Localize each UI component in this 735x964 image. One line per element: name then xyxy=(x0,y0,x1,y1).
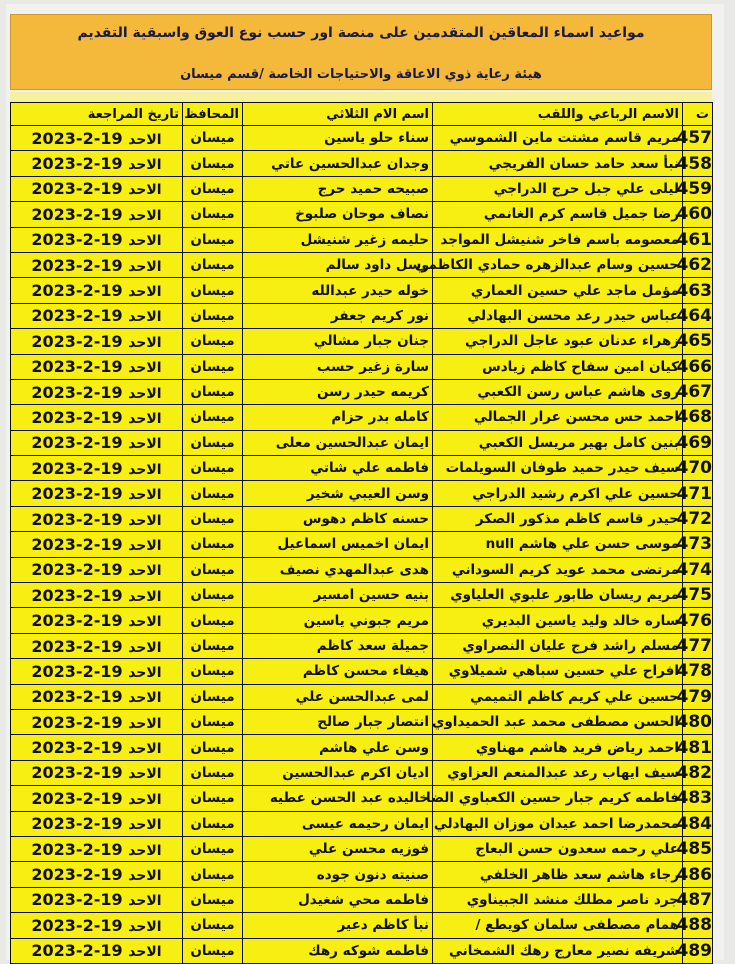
full-name-cell: افراح علي حسين سباهي شميلاوي xyxy=(433,659,683,684)
review-date-cell xyxy=(11,913,183,938)
column-header-num: ت xyxy=(683,103,713,126)
table-row xyxy=(11,151,713,176)
table-row xyxy=(11,786,713,811)
row-number-cell: 469 xyxy=(683,430,713,455)
table-row xyxy=(11,506,713,531)
row-number-cell: 475 xyxy=(683,583,713,608)
mother-name-cell: فاطمه محي شغيدل xyxy=(243,887,433,912)
review-date-cell xyxy=(11,633,183,658)
review-date: 2023-2-19 xyxy=(31,788,123,808)
review-day: الاحد xyxy=(128,918,162,935)
full-name-cell: حسين علي اكرم رشيد الدراجي xyxy=(433,481,683,506)
full-name-cell: زهراء عدنان عبود عاجل الدراجي xyxy=(433,329,683,354)
table-row xyxy=(11,913,713,938)
review-date: 2023-2-19 xyxy=(31,458,123,478)
review-date-cell xyxy=(11,684,183,709)
full-name-cell: جرد ناصر مطلك منشد الجبيناوي xyxy=(433,887,683,912)
table-row xyxy=(11,126,713,151)
table-row xyxy=(11,430,713,455)
review-date-cell xyxy=(11,227,183,252)
review-date-cell xyxy=(11,557,183,582)
row-number-cell: 458 xyxy=(683,151,713,176)
row-number-cell: 477 xyxy=(683,633,713,658)
review-day: الاحد xyxy=(128,766,162,783)
review-date-cell xyxy=(11,532,183,557)
governorate-cell: ميسان xyxy=(183,329,243,354)
mother-name-cell: وسن علي هاشم xyxy=(243,735,433,760)
table-row xyxy=(11,481,713,506)
review-date: 2023-2-19 xyxy=(31,839,123,859)
row-number-cell: 470 xyxy=(683,456,713,481)
review-date: 2023-2-19 xyxy=(31,433,123,453)
mother-name-cell: خوله حيدر عبدالله xyxy=(243,278,433,303)
full-name-cell: كيان امين سفاح كاظم زيادس xyxy=(433,354,683,379)
review-date: 2023-2-19 xyxy=(31,890,123,910)
review-day: الاحد xyxy=(128,563,162,580)
review-date: 2023-2-19 xyxy=(31,484,123,504)
review-day: الاحد xyxy=(128,537,162,554)
full-name-cell: محمدرضا احمد عيدان موزان البهادلي xyxy=(433,811,683,836)
review-day: الاحد xyxy=(128,614,162,631)
full-name-cell: عباس حيدر رعد محسن البهادلي xyxy=(433,303,683,328)
table-row xyxy=(11,811,713,836)
column-header-gov: المحافظ xyxy=(183,103,243,126)
review-date: 2023-2-19 xyxy=(31,407,123,427)
table-row xyxy=(11,227,713,252)
review-date-cell xyxy=(11,176,183,201)
row-number-cell: 474 xyxy=(683,557,713,582)
row-number-cell: 457 xyxy=(683,126,713,151)
review-date: 2023-2-19 xyxy=(31,509,123,529)
review-date: 2023-2-19 xyxy=(31,534,123,554)
mother-name-cell: رسل داود سالم xyxy=(243,252,433,277)
row-number-cell: 464 xyxy=(683,303,713,328)
full-name-cell: حسين علي كريم كاظم التميمي xyxy=(433,684,683,709)
table-row xyxy=(11,836,713,861)
review-day: الاحد xyxy=(128,741,162,758)
row-number-cell: 473 xyxy=(683,532,713,557)
review-date: 2023-2-19 xyxy=(31,382,123,402)
review-date-cell xyxy=(11,430,183,455)
governorate-cell: ميسان xyxy=(183,379,243,404)
mother-name-cell: جنان جبار مشالي xyxy=(243,329,433,354)
governorate-cell: ميسان xyxy=(183,405,243,430)
table-row xyxy=(11,456,713,481)
full-name-cell: احمد حس محسن عرار الجمالي xyxy=(433,405,683,430)
row-number-cell: 486 xyxy=(683,862,713,887)
mother-name-cell: حسنه كاظم دهوس xyxy=(243,506,433,531)
table-row xyxy=(11,202,713,227)
governorate-cell: ميسان xyxy=(183,735,243,760)
full-name-cell: رجاء هاشم سعد ظاهر الخلفي xyxy=(433,862,683,887)
full-name-cell: فاطمه كريم جبار حسين الكعباوي الضا xyxy=(433,786,683,811)
table-row xyxy=(11,760,713,785)
review-day: الاحد xyxy=(128,842,162,859)
review-date-cell xyxy=(11,202,183,227)
header-title: مواعيد اسماء المعاقين المتقدمين على منصة اور حسب نوع العوق واسبقية التقديم xyxy=(77,25,645,41)
review-date: 2023-2-19 xyxy=(31,204,123,224)
review-day: الاحد xyxy=(128,131,162,148)
mother-name-cell: وسن العيبي شخير xyxy=(243,481,433,506)
full-name-cell: ساره خالد وليد ياسين البديري xyxy=(433,608,683,633)
review-date-cell xyxy=(11,329,183,354)
mother-name-cell: ايمان عبدالحسين معلى xyxy=(243,430,433,455)
governorate-cell: ميسان xyxy=(183,557,243,582)
governorate-cell: ميسان xyxy=(183,176,243,201)
governorate-cell: ميسان xyxy=(183,532,243,557)
review-day: الاحد xyxy=(128,334,162,351)
governorate-cell: ميسان xyxy=(183,481,243,506)
review-day: الاحد xyxy=(128,690,162,707)
review-date: 2023-2-19 xyxy=(31,179,123,199)
mother-name-cell: ايمان اخميس اسماعيل xyxy=(243,532,433,557)
row-number-cell: 487 xyxy=(683,887,713,912)
mother-name-cell: صنيته دنون جوده xyxy=(243,862,433,887)
mother-name-cell: فوزيه محسن علي xyxy=(243,836,433,861)
review-day: الاحد xyxy=(128,385,162,402)
row-number-cell: 468 xyxy=(683,405,713,430)
table-row xyxy=(11,862,713,887)
row-number-cell: 480 xyxy=(683,709,713,734)
mother-name-cell: وجدان عبدالحسين عاتي xyxy=(243,151,433,176)
mother-name-cell: جميلة سعد كاظم xyxy=(243,633,433,658)
mother-name-cell: ايمان رحيمه عيسى xyxy=(243,811,433,836)
review-day: الاحد xyxy=(128,588,162,605)
row-number-cell: 476 xyxy=(683,608,713,633)
governorate-cell: ميسان xyxy=(183,202,243,227)
row-number-cell: 484 xyxy=(683,811,713,836)
review-date: 2023-2-19 xyxy=(31,255,123,275)
mother-name-cell: صبيحه حميد حرج xyxy=(243,176,433,201)
review-date: 2023-2-19 xyxy=(31,230,123,250)
review-day: الاحد xyxy=(128,944,162,961)
review-date: 2023-2-19 xyxy=(31,636,123,656)
full-name-cell: شريفه نصير معارج رهك الشمخاني xyxy=(433,938,683,963)
review-date-cell xyxy=(11,709,183,734)
review-date: 2023-2-19 xyxy=(31,128,123,148)
review-date: 2023-2-19 xyxy=(31,865,123,885)
full-name-cell: حسين وسام عبدالزهره حمادي الكاظمي xyxy=(433,252,683,277)
review-date-cell xyxy=(11,405,183,430)
review-date: 2023-2-19 xyxy=(31,712,123,732)
table-row xyxy=(11,405,713,430)
full-name-cell: بنين كامل بهير مريسل الكعبي xyxy=(433,430,683,455)
row-number-cell: 479 xyxy=(683,684,713,709)
governorate-cell: ميسان xyxy=(183,608,243,633)
review-date: 2023-2-19 xyxy=(31,941,123,961)
table-row xyxy=(11,938,713,963)
mother-name-cell: اديان اكرم عبدالحسين xyxy=(243,760,433,785)
row-number-cell: 488 xyxy=(683,913,713,938)
governorate-cell: ميسان xyxy=(183,633,243,658)
spacer-row xyxy=(10,92,712,102)
review-day: الاحد xyxy=(128,182,162,199)
review-date-cell xyxy=(11,735,183,760)
spreadsheet xyxy=(6,4,724,960)
review-date: 2023-2-19 xyxy=(31,738,123,758)
table-row xyxy=(11,252,713,277)
governorate-cell: ميسان xyxy=(183,278,243,303)
review-day: الاحد xyxy=(128,157,162,174)
review-date: 2023-2-19 xyxy=(31,154,123,174)
table-row xyxy=(11,379,713,404)
governorate-cell: ميسان xyxy=(183,684,243,709)
full-name-cell: احمد رياض فريد هاشم مهناوي xyxy=(433,735,683,760)
mother-name-cell: هيفاء محسن كاظم xyxy=(243,659,433,684)
full-name-cell: حيدر قاسم كاظم مذكور الصكر xyxy=(433,506,683,531)
review-day: الاحد xyxy=(128,233,162,250)
review-day: الاحد xyxy=(128,639,162,656)
row-number-cell: 489 xyxy=(683,938,713,963)
full-name-cell: همام مصطفى سلمان كويطع / xyxy=(433,913,683,938)
review-date-cell xyxy=(11,659,183,684)
governorate-cell: ميسان xyxy=(183,303,243,328)
row-number-cell: 463 xyxy=(683,278,713,303)
review-date: 2023-2-19 xyxy=(31,687,123,707)
row-number-cell: 471 xyxy=(683,481,713,506)
row-number-cell: 465 xyxy=(683,329,713,354)
mother-name-cell: فاطمه شوكه رهك xyxy=(243,938,433,963)
governorate-cell: ميسان xyxy=(183,811,243,836)
governorate-cell: ميسان xyxy=(183,913,243,938)
table-row xyxy=(11,608,713,633)
review-date: 2023-2-19 xyxy=(31,611,123,631)
table-row xyxy=(11,278,713,303)
review-day: الاحد xyxy=(128,360,162,377)
review-date: 2023-2-19 xyxy=(31,281,123,301)
review-date: 2023-2-19 xyxy=(31,661,123,681)
review-date: 2023-2-19 xyxy=(31,585,123,605)
row-number-cell: 460 xyxy=(683,202,713,227)
mother-name-cell: نور كريم جعفر xyxy=(243,303,433,328)
review-day: الاحد xyxy=(128,436,162,453)
governorate-cell: ميسان xyxy=(183,938,243,963)
review-date: 2023-2-19 xyxy=(31,814,123,834)
review-date: 2023-2-19 xyxy=(31,915,123,935)
review-date-cell xyxy=(11,278,183,303)
column-header-date: تاريخ المراجعة xyxy=(11,103,183,126)
row-number-cell: 472 xyxy=(683,506,713,531)
row-number-cell: 459 xyxy=(683,176,713,201)
row-number-cell: 467 xyxy=(683,379,713,404)
governorate-cell: ميسان xyxy=(183,786,243,811)
review-day: الاحد xyxy=(128,791,162,808)
governorate-cell: ميسان xyxy=(183,887,243,912)
full-name-cell: سيف ايهاب رعد عبدالمنعم العزاوي xyxy=(433,760,683,785)
review-day: الاحد xyxy=(128,258,162,275)
full-name-cell: معصومه باسم فاخر شنيشل المواجد xyxy=(433,227,683,252)
review-date-cell xyxy=(11,862,183,887)
full-name-cell: موسى حسن علي هاشم null xyxy=(433,532,683,557)
row-number-cell: 461 xyxy=(683,227,713,252)
table-row xyxy=(11,709,713,734)
row-number-cell: 482 xyxy=(683,760,713,785)
mother-name-cell: سناء حلو ياسين xyxy=(243,126,433,151)
full-name-cell: مريم قاسم مشتت ماين الشموسي xyxy=(433,126,683,151)
full-name-cell: الحسن مصطفى محمد عبد الحميداوي xyxy=(433,709,683,734)
review-date-cell xyxy=(11,252,183,277)
governorate-cell: ميسان xyxy=(183,227,243,252)
review-date-cell xyxy=(11,151,183,176)
review-date-cell xyxy=(11,786,183,811)
review-day: الاحد xyxy=(128,817,162,834)
table-row xyxy=(11,583,713,608)
table-header-row xyxy=(11,103,713,126)
full-name-cell: مرتضى محمد عويد كريم السوداني xyxy=(433,557,683,582)
table-row xyxy=(11,684,713,709)
mother-name-cell: حليمه زغير شنيشل xyxy=(243,227,433,252)
review-day: الاحد xyxy=(128,461,162,478)
row-number-cell: 483 xyxy=(683,786,713,811)
column-header-mother: اسم الام الثلاثي xyxy=(243,103,433,126)
governorate-cell: ميسان xyxy=(183,354,243,379)
table-row xyxy=(11,176,713,201)
full-name-cell: مؤمل ماجد علي حسين العماري xyxy=(433,278,683,303)
table-row xyxy=(11,633,713,658)
mother-name-cell: فاطمه علي شاتي xyxy=(243,456,433,481)
row-number-cell: 462 xyxy=(683,252,713,277)
review-date-cell xyxy=(11,811,183,836)
mother-name-cell: بنيه حسين امسير xyxy=(243,583,433,608)
review-date-cell xyxy=(11,836,183,861)
mother-name-cell: سارة زغير حسب xyxy=(243,354,433,379)
table-row xyxy=(11,557,713,582)
review-day: الاحد xyxy=(128,309,162,326)
review-day: الاحد xyxy=(128,868,162,885)
full-name-cell: علي رحمه سعدون حسن البعاج xyxy=(433,836,683,861)
column-header-name: الاسم الرباعي واللقب xyxy=(433,103,683,126)
header-banner xyxy=(10,14,712,90)
table-row xyxy=(11,659,713,684)
review-day: الاحد xyxy=(128,284,162,301)
review-date: 2023-2-19 xyxy=(31,331,123,351)
mother-name-cell: كريمه حيدر رسن xyxy=(243,379,433,404)
full-name-cell: ليلى علي جبل حرج الدراجي xyxy=(433,176,683,201)
governorate-cell: ميسان xyxy=(183,252,243,277)
review-date-cell xyxy=(11,303,183,328)
mother-name-cell: خاليده عبد الحسن عطيه xyxy=(243,786,433,811)
row-number-cell: 485 xyxy=(683,836,713,861)
governorate-cell: ميسان xyxy=(183,506,243,531)
full-name-cell: مسلم راشد فرج عليان النصراوي xyxy=(433,633,683,658)
review-day: الاحد xyxy=(128,512,162,529)
full-name-cell: رضا جميل قاسم كرم الغانمي xyxy=(433,202,683,227)
review-day: الاحد xyxy=(128,893,162,910)
table-row xyxy=(11,329,713,354)
review-date-cell xyxy=(11,760,183,785)
governorate-cell: ميسان xyxy=(183,456,243,481)
table-row xyxy=(11,735,713,760)
table-row xyxy=(11,532,713,557)
mother-name-cell: مريم جبوني ياسين xyxy=(243,608,433,633)
full-name-cell: نبأ سعد حامد حسان الفريجي xyxy=(433,151,683,176)
governorate-cell: ميسان xyxy=(183,126,243,151)
mother-name-cell: نبأ كاظم دعير xyxy=(243,913,433,938)
table-row xyxy=(11,887,713,912)
review-date-cell xyxy=(11,379,183,404)
governorate-cell: ميسان xyxy=(183,836,243,861)
governorate-cell: ميسان xyxy=(183,430,243,455)
review-day: الاحد xyxy=(128,487,162,504)
review-date: 2023-2-19 xyxy=(31,306,123,326)
mother-name-cell: لمى عبدالحسن علي xyxy=(243,684,433,709)
mother-name-cell: نصاف موحان صلبوخ xyxy=(243,202,433,227)
review-date: 2023-2-19 xyxy=(31,560,123,580)
review-date-cell xyxy=(11,608,183,633)
table-row xyxy=(11,303,713,328)
review-date: 2023-2-19 xyxy=(31,763,123,783)
governorate-cell: ميسان xyxy=(183,151,243,176)
review-date-cell xyxy=(11,583,183,608)
mother-name-cell: انتصار جبار صالح xyxy=(243,709,433,734)
governorate-cell: ميسان xyxy=(183,709,243,734)
full-name-cell: سيف حيدر حميد طوفان السويلمات xyxy=(433,456,683,481)
mother-name-cell: كامله بدر حزام xyxy=(243,405,433,430)
header-subtitle: هيئة رعاية ذوي الاعاقة والاحتياجات الخاصة /قسم ميسان xyxy=(180,67,542,82)
governorate-cell: ميسان xyxy=(183,760,243,785)
review-day: الاحد xyxy=(128,664,162,681)
governorate-cell: ميسان xyxy=(183,659,243,684)
review-date-cell xyxy=(11,481,183,506)
review-date-cell xyxy=(11,126,183,151)
mother-name-cell: هدى عبدالمهدي نصيف xyxy=(243,557,433,582)
review-day: الاحد xyxy=(128,715,162,732)
governorate-cell: ميسان xyxy=(183,583,243,608)
review-date-cell xyxy=(11,506,183,531)
review-day: الاحد xyxy=(128,207,162,224)
row-number-cell: 481 xyxy=(683,735,713,760)
review-date-cell xyxy=(11,456,183,481)
governorate-cell: ميسان xyxy=(183,862,243,887)
review-date-cell xyxy=(11,354,183,379)
review-date-cell xyxy=(11,938,183,963)
appointments-table xyxy=(10,102,713,964)
full-name-cell: روى هاشم عباس رسن الكعبي xyxy=(433,379,683,404)
full-name-cell: مريم ريسان طابور علبوي العلياوي xyxy=(433,583,683,608)
review-date: 2023-2-19 xyxy=(31,357,123,377)
row-number-cell: 478 xyxy=(683,659,713,684)
review-date-cell xyxy=(11,887,183,912)
table-row xyxy=(11,354,713,379)
row-number-cell: 466 xyxy=(683,354,713,379)
review-day: الاحد xyxy=(128,410,162,427)
